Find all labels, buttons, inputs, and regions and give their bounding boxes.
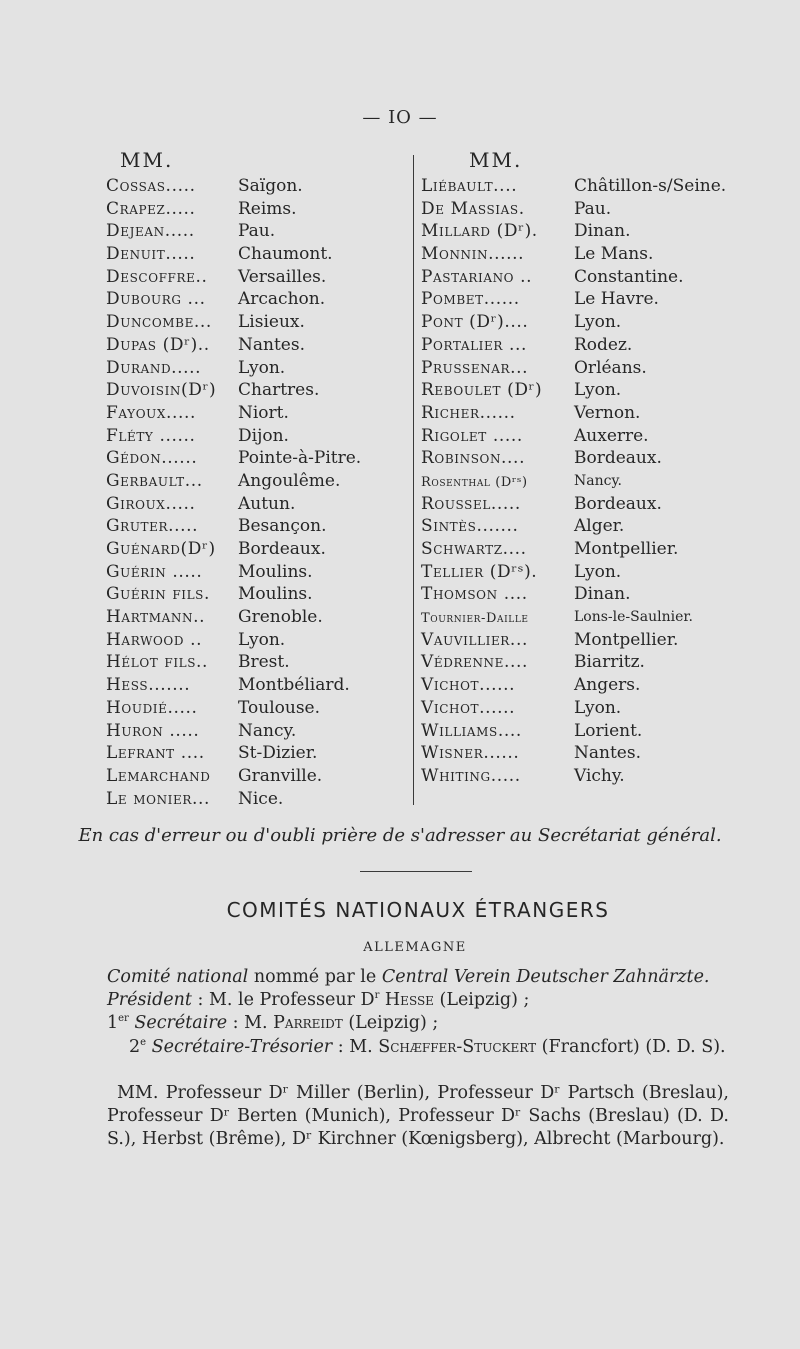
country-heading: ALLEMAGNE [363,940,467,955]
member-city: Rodez. [574,334,633,355]
member-city: Chaumont. [238,244,333,265]
member-city: Bordeaux. [238,539,326,559]
sec1-sup: er [118,1013,129,1025]
list-item [421,175,727,198]
member-name: Thomson .... [421,584,528,605]
member-city: Lyon. [574,561,622,582]
list-item [421,357,647,380]
member-city: Orléans. [574,357,647,378]
list-item [421,266,684,289]
second-secretary-line [107,1036,729,1059]
member-city: Nancy. [238,720,297,741]
member-name: Lefrant .... [106,743,205,764]
committee-label: Comité national [107,967,249,987]
member-city: Angers. [574,675,641,696]
member-city: St-Dizier. [238,743,318,764]
list-item [421,447,662,470]
member-city: Lyon. [574,697,622,718]
list-item [106,425,289,448]
list-item [106,220,276,243]
first-secretary-line [107,1012,729,1035]
list-item [106,720,297,743]
member-name: Fayoux..... [106,402,197,423]
member-name: Cossas..... [106,176,196,196]
member-name: Lemarchand [106,765,211,786]
list-item [421,697,622,720]
member-name: Vichot...... [421,675,516,696]
sec1-text-b: (Leipzig) ; [342,1013,439,1033]
president-text-a: : M. le Professeur D [191,990,375,1010]
list-item [106,765,323,788]
president-line [107,989,729,1012]
list-item [421,720,643,743]
member-city: Dinan. [574,221,631,242]
member-city: Nice. [238,788,284,809]
member-city: Lorient. [574,720,643,741]
list-item [421,606,693,629]
list-item [106,493,296,516]
member-city: Auxerre. [574,425,649,446]
member-name: Tournier-Daille [421,611,529,627]
member-name: Descoffre.. [106,266,208,287]
sec1-name: Parreidt [273,1013,343,1033]
list-item [106,198,297,221]
right-column-heading: MM. [469,148,523,172]
list-item [421,515,625,538]
member-city: Nancy. [574,472,622,489]
sec2-sup: e [140,1037,147,1049]
member-name: Prussenar... [421,357,529,378]
list-item [421,742,641,765]
list-item [421,379,622,402]
member-name: Rigolet ..... [421,425,523,446]
list-item [106,651,290,674]
member-city: Pointe-à-Pitre. [238,448,362,469]
member-city: Grenoble. [238,607,323,628]
list-item [421,425,649,448]
member-name: Guérin fils. [106,584,210,605]
member-city: Châtillon-s/Seine. [574,176,727,196]
list-item [106,175,303,198]
member-city: Vichy. [574,765,625,786]
list-item [106,243,333,266]
list-item [421,311,622,334]
list-item [106,583,313,606]
committee-association: Central Verein Deutscher Zahnärzte. [381,967,710,987]
member-city: Moulins. [238,584,313,605]
sec1-label: Secrétaire [128,1013,228,1033]
member-name: Hartmann.. [106,607,206,628]
member-name: De Massias. [421,198,525,219]
member-name: Dubourg ... [106,289,206,310]
member-city: Dinan. [574,584,631,605]
committee-line [107,966,729,989]
member-name: Fléty ...... [106,425,196,446]
sec1-text-a: : M. [227,1013,274,1033]
column-divider [413,155,414,805]
list-item [106,357,286,380]
sec1-num: 1 [107,1013,119,1033]
member-city: Biarritz. [574,652,645,673]
member-name: Gerbault... [106,470,203,491]
member-name: Portalier ... [421,334,528,355]
member-name: Védrenne.... [421,652,529,673]
list-item [106,697,321,720]
member-name: Houdié..... [106,697,198,718]
member-name: Duncombe... [106,312,212,333]
member-name: Hélot fils.. [106,652,209,673]
member-city: Bordeaux. [574,448,662,469]
member-name: Dupas (Dʳ).. [106,334,210,355]
list-item [421,402,641,425]
member-name: Sintès....... [421,516,519,537]
page-number: — IO — [362,107,438,128]
member-name: Tellier (Dʳˢ). [421,561,538,582]
member-city: Pau. [238,221,276,242]
member-name: Huron ..... [106,720,200,741]
president-text-b: (Leipzig) ; [433,990,530,1010]
list-item [421,629,679,652]
member-city: Nantes. [238,334,305,355]
member-city: Vernon. [574,402,641,423]
member-name: Whiting..... [421,765,521,786]
sec2-label: Secrétaire-Trésorier [146,1037,333,1057]
member-name: Guénard(Dʳ) [106,539,216,559]
member-city: Montpellier. [574,539,679,559]
member-city: Pau. [574,198,612,219]
sec2-num: 2 [129,1037,141,1057]
member-name: Roussel..... [421,493,521,514]
list-item [421,561,622,584]
list-item [106,788,284,811]
member-name: Robinson.... [421,448,526,469]
list-item [106,629,286,652]
member-name: Monnin...... [421,244,525,265]
right-column [421,175,727,788]
president-sup: r [374,990,380,1002]
president-label: Président [107,990,192,1010]
list-item [106,561,313,584]
member-name: Dejean..... [106,221,195,242]
member-name: Reboulet (Dʳ) [421,380,543,401]
section-divider [360,871,472,872]
member-name: Vauvillier... [421,629,528,650]
member-name: Pastariano .. [421,266,533,287]
member-city: Besançon. [238,516,327,537]
list-item [421,583,631,606]
member-city: Versailles. [238,266,327,287]
list-item [421,538,679,561]
member-city: Chartres. [238,380,320,401]
list-item [106,379,320,402]
member-name: Liébault.... [421,176,518,196]
member-city: Lons-le-Saulnier. [574,609,693,626]
member-city: Bordeaux. [574,493,662,514]
member-name: Williams.... [421,720,522,741]
member-name: Durand..... [106,357,202,378]
member-city: Niort. [238,402,289,423]
sec2-name: Schæffer-Stuckert [378,1037,537,1057]
list-item [421,243,654,266]
member-name: Guérin ..... [106,561,203,582]
member-name: Hess....... [106,675,191,696]
member-city: Autun. [238,493,296,514]
list-item [421,493,662,516]
member-name: Harwood .. [106,629,203,650]
member-city: Alger. [574,516,625,537]
list-item [106,606,323,629]
member-city: Dijon. [238,425,289,446]
member-name: Crapez..... [106,198,196,219]
member-name: Le monier... [106,788,211,809]
member-city: Nantes. [574,743,641,764]
member-city: Le Mans. [574,244,654,265]
list-item [106,402,289,425]
list-item [106,674,350,697]
member-city: Lyon. [238,629,286,650]
left-column-heading: MM. [120,148,174,172]
member-city: Granville. [238,765,323,786]
list-item [106,266,327,289]
list-item [106,742,318,765]
member-city: Lisieux. [238,312,305,333]
list-item [106,288,326,311]
list-item [421,220,631,243]
member-city: Montbéliard. [238,675,350,696]
list-item [421,288,659,311]
member-city: Saïgon. [238,176,303,196]
list-item [421,470,622,493]
member-city: Le Havre. [574,289,659,310]
member-name: Vichot...... [421,697,516,718]
list-item [106,515,327,538]
committee-text: nommé par le [248,967,382,987]
list-item [421,765,625,788]
member-city: Constantine. [574,266,684,287]
list-item [106,447,362,470]
list-item [421,674,641,697]
list-item [106,334,305,357]
member-name: Millard (Dʳ). [421,221,538,242]
error-notice: En cas d'erreur ou d'oubli prière de s'adresser au Secrétariat général. [78,825,722,846]
member-name: Denuit..... [106,244,196,265]
member-name: Duvoisin(Dʳ) [106,380,217,401]
section-title: COMITÉS NATIONAUX ÉTRANGERS [226,898,610,922]
president-name: Hesse [379,990,434,1010]
member-city: Lyon. [574,380,622,401]
list-item [106,538,326,561]
member-name: Schwartz.... [421,539,527,559]
member-city: Brest. [238,652,290,673]
member-city: Arcachon. [238,289,326,310]
member-name: Pont (Dʳ).... [421,312,529,333]
member-name: Wisner...... [421,743,520,764]
member-name: Gédon...... [106,448,198,469]
list-item [421,334,633,357]
member-name: Gruter..... [106,516,199,537]
list-item [106,311,305,334]
member-city: Lyon. [238,357,286,378]
left-column [106,175,362,810]
member-name: Giroux..... [106,493,196,514]
list-item [421,651,645,674]
sec2-text-b: (Francfort) (D. D. S). [536,1037,726,1057]
member-name: Rosenthal (Dʳˢ) [421,474,528,490]
list-item [421,198,612,221]
members-paragraph: MM. Professeur Dʳ Miller (Berlin), Professeur Dʳ Partsch (Breslau), Professeur Dʳ Berten (Munich), Professeur Dʳ Sachs (Breslau) (D. D. S.), Herbst (Brême), Dʳ Kirchner (Kœnigsberg), Albrecht (Marbourg). [107,1083,729,1149]
member-city: Toulouse. [238,697,321,718]
member-city: Montpellier. [574,629,679,650]
member-city: Moulins. [238,561,313,582]
member-city: Lyon. [574,312,622,333]
member-city: Reims. [238,198,297,219]
member-name: Pombet...... [421,289,520,310]
member-name: Richer...... [421,402,516,423]
sec2-text-a: : M. [332,1037,379,1057]
list-item [106,470,341,493]
member-city: Angoulême. [238,470,341,491]
